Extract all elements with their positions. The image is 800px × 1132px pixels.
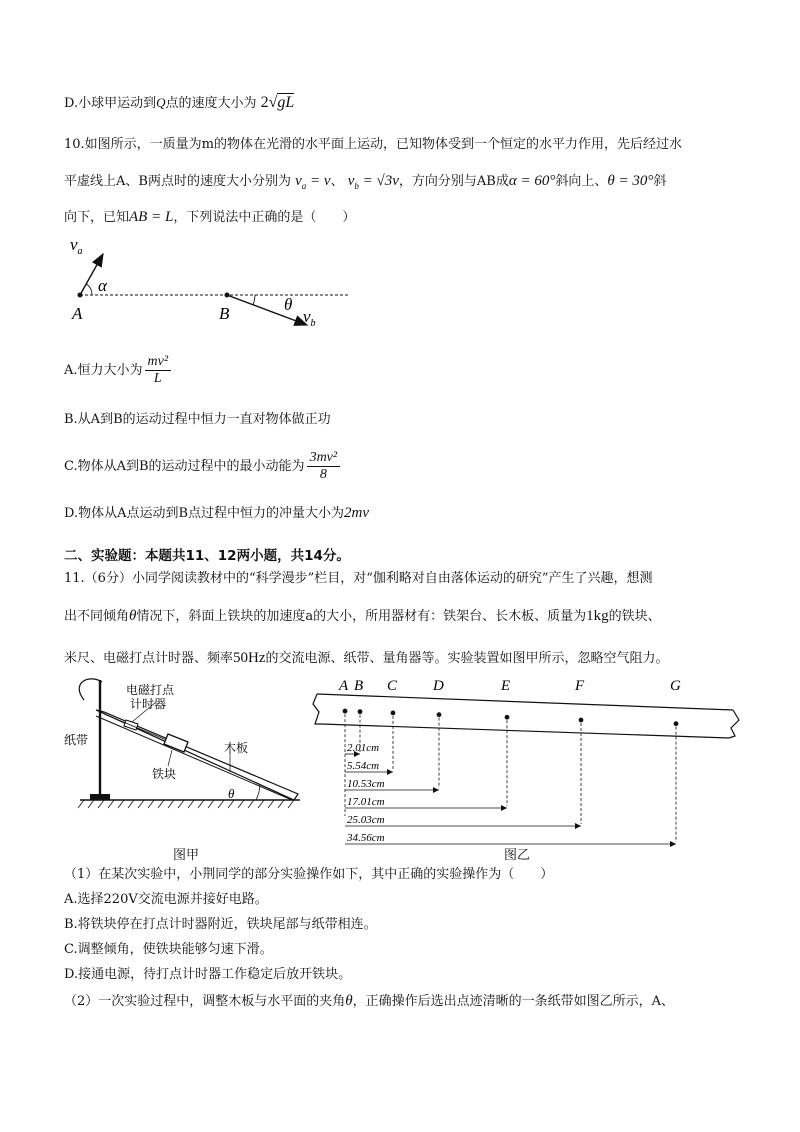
- q10-vb-value: 3v: [384, 173, 399, 189]
- distance-label-4: 17.01cm: [347, 796, 385, 808]
- tape-point-label-e: E: [501, 678, 511, 694]
- block-label: 铁块: [152, 767, 177, 781]
- vb-arrow: [227, 295, 307, 325]
- q10-optc-den: 8: [319, 467, 327, 482]
- q10-va-value: v: [323, 173, 331, 189]
- q9d-value-coef: 2: [260, 94, 269, 111]
- q11-stem-line3: [64, 648, 760, 669]
- q9d-mid: 点的速度大小为: [165, 96, 257, 111]
- distance-arrowhead-6: [670, 841, 676, 847]
- q11-sub1-stem: （1）在某次实验中，小荆同学的部分实验操作如下，其中正确的实验操作为（ ）: [64, 867, 554, 882]
- distance-arrowhead-2: [387, 769, 393, 775]
- figure-yi-tape: [305, 676, 745, 844]
- q10-optc-fraction: [307, 450, 341, 483]
- q10-line2-c: 斜向上、: [555, 174, 608, 189]
- q11-line3-a: 米尺、电磁打点计时器、频率: [64, 651, 234, 666]
- q11-sub1-option-c: C.调整倾角，使铁块能够匀速下滑。: [64, 942, 273, 957]
- q10-stem-line2: 平虚线上A、B两点时的速度大小分别为 $v_a = v$、 $v_b = √3v$，方向分别与AB成α = 60°斜向上、θ = 30°斜: [64, 173, 667, 191]
- stand-base: [90, 794, 110, 800]
- q9d-value-radicand: gL: [277, 94, 295, 111]
- tape-point-label-a: A: [339, 678, 349, 694]
- tape-point-label-c: C: [387, 678, 398, 694]
- tape-dot-f: [579, 718, 584, 723]
- q9d-value: 2√gL: [260, 94, 295, 111]
- q10-opta-num: mv²: [145, 354, 172, 371]
- q11-stem-line2: [64, 606, 760, 627]
- q11-sub2-a: （2）一次实验过程中，调整木板与水平面的夹角: [64, 994, 346, 1009]
- q11-line3-b: 的交流电源、纸带、量角器等。实验装置如图甲所示，忽略空气阻力。: [265, 651, 669, 666]
- q10-line2-d: 斜: [653, 174, 667, 189]
- distance-label-1: 2.01cm: [347, 742, 380, 754]
- tape-dot-e: [505, 715, 510, 720]
- q10-option-c: [64, 448, 760, 486]
- theta-label: θ: [284, 295, 293, 314]
- q11-sub2-theta: θ: [345, 993, 353, 1009]
- caption-yi: 图乙: [504, 848, 531, 863]
- alpha-label: α: [98, 276, 107, 295]
- q11-line2-c: 的铁块、: [608, 609, 661, 624]
- q10-optc-num: 3mv²: [307, 450, 341, 467]
- q11-sub2-stem: [64, 991, 760, 1012]
- q10-opta-fraction: [145, 354, 172, 387]
- vb-label: $v_b$: [303, 307, 316, 329]
- va-label: $v_a$: [70, 235, 83, 257]
- tape-point-label-b: B: [354, 678, 364, 694]
- block-leader: [168, 750, 172, 766]
- point-a-label: A: [72, 304, 83, 323]
- q11-sub1-option-d: D.接通电源，待打点计时器工作稳定后放开铁块。: [64, 967, 352, 982]
- q10-line3-b: ，下列说法中正确的是（ ）: [173, 210, 356, 225]
- tape-point-label-f: F: [575, 678, 585, 694]
- q11-sub1-option-b: B.将铁块停在打点计时器附近，铁块尾部与纸带相连。: [64, 917, 377, 932]
- alpha-arc: [87, 284, 93, 295]
- section2-heading: 二、实验题：本题共11、12两小题，共14分。: [64, 548, 350, 564]
- timer-label-2: 计时器: [130, 697, 167, 711]
- q10-option-a: [64, 352, 760, 390]
- tape-dot-g: [674, 721, 679, 726]
- q10-line2-a: 平虚线上A、B两点时的速度大小分别为: [64, 174, 291, 189]
- theta-arc: [253, 295, 255, 305]
- q10-option-b: B.从A到B的运动过程中恒力一直对物体做正功: [64, 412, 331, 427]
- tape-dot-c: [391, 710, 396, 715]
- q10-option-d: [64, 503, 760, 524]
- timer-label-1: 电磁打点: [126, 683, 175, 697]
- q10-optd-value: 2mv: [344, 505, 370, 521]
- board-label: 木板: [224, 741, 249, 755]
- tape-point-label-d: D: [433, 678, 444, 694]
- incline-theta-label: θ: [228, 786, 235, 801]
- point-b-label: B: [219, 304, 230, 323]
- distance-arrowhead-3: [433, 787, 439, 793]
- tape-on-board: [104, 714, 174, 743]
- q11-sub1-option-a: A.选择220V交流电源并接好电路。: [64, 892, 268, 907]
- tape-point-label-g: G: [670, 678, 681, 694]
- tape-dot-d: [437, 712, 442, 717]
- q11-freq: 50Hz: [233, 650, 266, 666]
- paper-tape-curl: [79, 679, 102, 700]
- distance-label-3: 10.53cm: [347, 778, 385, 790]
- q11-mass: 1kg: [586, 608, 609, 624]
- q9d-prefix: D.小球甲运动到: [64, 96, 157, 111]
- iron-block: [164, 734, 188, 752]
- distance-label-6: 34.56cm: [347, 832, 385, 844]
- q10-theta-value: θ = 30°: [607, 173, 654, 189]
- figure-jia-apparatus: [60, 672, 305, 812]
- q10-optd-text: D.物体从A点运动到B点过程中恒力的冲量大小为: [64, 506, 345, 521]
- q10-line2-b: ，方向分别与AB成: [398, 174, 509, 189]
- ground-hatch: [78, 800, 294, 808]
- distance-label-5: 25.03cm: [347, 814, 385, 826]
- q10-alpha-value: α = 60°: [508, 173, 556, 189]
- distance-arrowhead-5: [575, 823, 581, 829]
- q10-ab-value: AB = L: [129, 209, 174, 225]
- q11-line2-b: 情况下，斜面上铁块的加速度a的大小，所用器材有：铁架台、长木板、质量为: [136, 609, 587, 624]
- caption-jia: 图甲: [173, 848, 200, 863]
- q10-opta-den: L: [153, 371, 162, 386]
- tape-dot-a: [343, 709, 348, 714]
- q11-line2-theta: θ: [129, 608, 137, 624]
- q11-stem-line1: 11.（6分）小同学阅读教材中的“科学漫步”栏目，对“伽利略对自由落体运动的研究”产生了兴趣，想测: [64, 571, 653, 586]
- tape-dot-b: [358, 709, 363, 714]
- q9-option-d: [64, 92, 760, 114]
- distance-label-2: 5.54cm: [347, 760, 380, 772]
- q10-opta-text: A.恒力大小为: [64, 363, 143, 378]
- q10-velocity-figure: [60, 228, 380, 328]
- q11-line2-a: 出不同倾角: [64, 609, 130, 624]
- q9d-point: Q: [156, 95, 166, 110]
- q11-sub2-b: ，正确操作后选出点迹清晰的一条纸带如图乙所示，A、: [352, 994, 675, 1009]
- tape-label: 纸带: [64, 733, 89, 747]
- board-underside: [96, 716, 292, 800]
- q10-line3-a: 向下，已知: [64, 210, 130, 225]
- q10-stem-line1: 10.如图所示，一质量为m的物体在光滑的水平面上运动，已知物体受到一个恒定的水平力作用，先后经过水: [64, 137, 683, 152]
- distance-arrowhead-4: [501, 805, 507, 811]
- q10-optc-text: C.物体从A到B的运动过程中的最小动能为: [64, 459, 305, 474]
- q10-stem-line3: [64, 207, 760, 228]
